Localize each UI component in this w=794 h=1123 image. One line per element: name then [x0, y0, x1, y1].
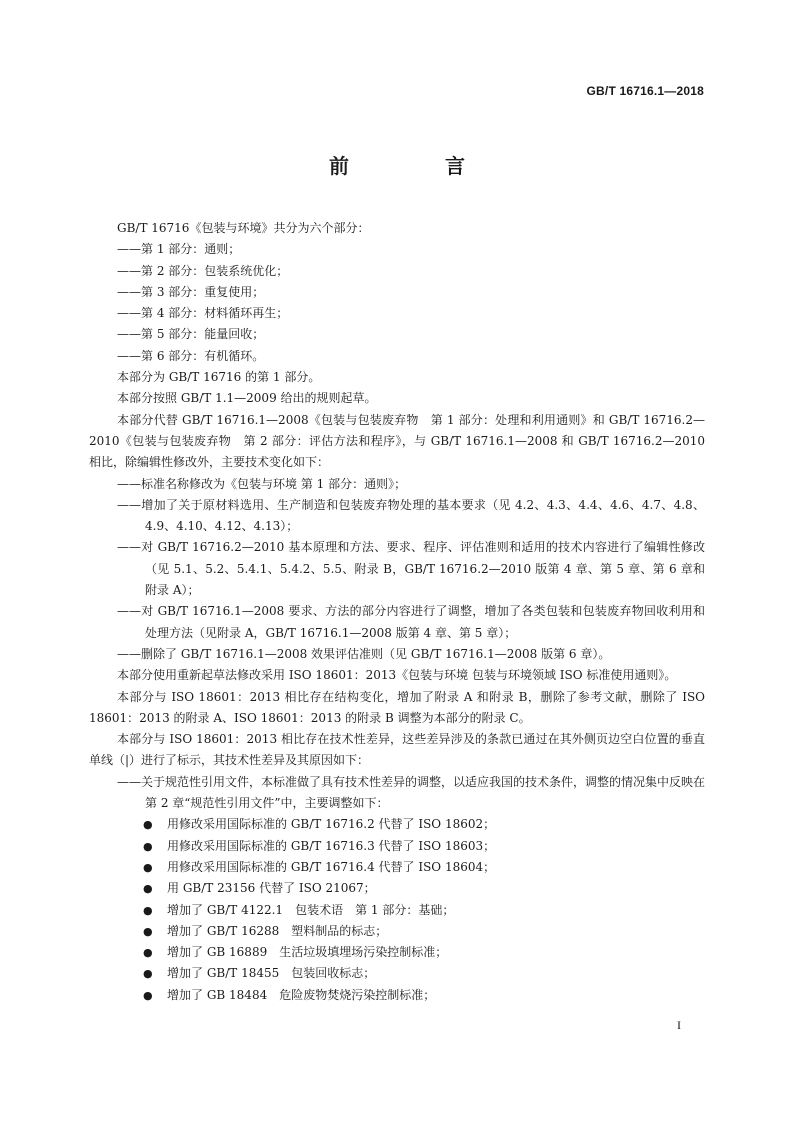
paragraph: ——关于规范性引用文件，本标准做了具有技术性差异的调整，以适应我国的技术条件，调整的情况集中反映在第 2 章“规范性引用文件”中，主要调整如下：	[117, 774, 706, 811]
paragraph: ——第 3 部分：重复使用；	[117, 284, 265, 299]
bullet-icon: ●	[143, 924, 153, 938]
bullet-text: 增加了 GB/T 16288 塑料制品的标志；	[167, 923, 388, 938]
paragraph: ——标准名称修改为《包装与环境 第 1 部分：通则》；	[117, 476, 407, 491]
bullet-icon: ●	[143, 903, 153, 917]
bullet-text: 用修改采用国际标准的 GB/T 16716.4 代替了 ISO 18604；	[167, 859, 496, 874]
bullet-item	[89, 878, 705, 899]
bullet-text: 用 GB/T 23156 代替了 ISO 21067；	[167, 881, 376, 896]
paragraph: ——对 GB/T 16716.1—2008 要求、方法的部分内容进行了调整，增加了各类包装和包装废弃物回收利用和处理方法（见附录 A，GB/T 16716.1—2008 版第 4 章、第 5 章）；	[117, 604, 705, 640]
paragraph: ——对 GB/T 16716.2—2010 基本原理和方法、要求、程序、评估准则和适用的技术内容进行了编辑性修改（见 5.1、5.2、5.4.1、5.4.2、5.5、附录 B，GB/T 16716.2—2010 版第 4 章、第 5 章、第 6 章和附录 A）；	[117, 540, 705, 598]
bullet-item	[89, 985, 705, 1006]
bullet-icon: ●	[143, 860, 153, 874]
bullet-text: 增加了 GB/T 18455 包装回收标志；	[167, 966, 376, 981]
bullet-text: 增加了 GB 18484 危险废物焚烧污染控制标准；	[167, 987, 436, 1002]
paragraph: ——删除了 GB/T 16716.1—2008 效果评估准则（见 GB/T 16716.1—2008 版第 6 章）。	[117, 646, 611, 661]
document-body	[89, 218, 705, 1006]
page-number: I	[677, 1018, 681, 1032]
paragraph: ——第 6 部分：有机循环。	[117, 348, 265, 363]
paragraph: 本部分使用重新起草法修改采用 ISO 18601：2013《包装与环境 包装与环境领域 ISO 标准使用通则》。	[117, 668, 677, 683]
bullet-item	[89, 921, 705, 942]
paragraph: 本部分与 ISO 18601：2013 相比存在结构变化，增加了附录 A 和附录 B，删除了参考文献，删除了 ISO 18601：2013 的附录 A、ISO 18601：2013 的附录 B 调整为本部分的附录 C。	[89, 689, 705, 725]
bullet-item	[89, 963, 705, 984]
paragraph: ——第 2 部分：包装系统优化；	[117, 263, 289, 278]
bullet-text: 用修改采用国际标准的 GB/T 16716.3 代替了 ISO 18603；	[167, 838, 496, 853]
paragraph: GB/T 16716《包装与环境》共分为六个部分：	[117, 221, 370, 235]
bullet-text: 用修改采用国际标准的 GB/T 16716.2 代替了 ISO 18602；	[167, 817, 496, 832]
paragraph: ——第 5 部分：能量回收；	[117, 327, 265, 342]
paragraph: 本部分按照 GB/T 1.1—2009 给出的规则起草。	[117, 391, 377, 406]
bullet-item	[89, 900, 705, 921]
bullet-text: 增加了 GB/T 4122.1 包装术语 第 1 部分：基础；	[167, 902, 455, 917]
bullet-icon: ●	[143, 839, 153, 853]
bullet-icon: ●	[143, 882, 153, 896]
bullet-item	[89, 836, 705, 857]
paragraph: ——第 1 部分：通则；	[117, 242, 241, 257]
bullet-icon: ●	[143, 967, 153, 981]
bullet-item	[89, 857, 705, 878]
paragraph: 本部分与 ISO 18601：2013 相比存在技术性差异，这些差异涉及的条款已通过在其外侧页边空白位置的垂直单线（|）进行了标示，其技术性差异及其原因如下：	[89, 732, 705, 768]
paragraph: 本部分代替 GB/T 16716.1—2008《包装与包装废弃物 第 1 部分：处理和利用通则》和 GB/T 16716.2—2010《包装与包装废弃物 第 2 部分：评估方法和程序》，与 GB/T 16716.1—2008 和 GB/T 16716.2—2010 相比，除编辑性修改外，主要技术变化如下：	[89, 412, 705, 470]
paragraph: ——增加了关于原材料选用、生产制造和包装废弃物处理的基本要求（见 4.2、4.3、4.4、4.6、4.7、4.8、4.9、4.10、4.12、4.13）；	[117, 497, 705, 534]
bullet-icon: ●	[143, 988, 153, 1002]
bullet-icon: ●	[143, 818, 153, 832]
paragraph: ——第 4 部分：材料循环再生；	[117, 306, 289, 321]
bullet-item	[89, 814, 705, 835]
page-title: 前 言	[329, 154, 503, 178]
bullet-icon: ●	[143, 946, 153, 960]
standard-code: GB/T 16716.1—2018	[586, 84, 704, 98]
bullet-item	[89, 942, 705, 963]
paragraph: 本部分为 GB/T 16716 的第 1 部分。	[117, 370, 321, 385]
bullet-text: 增加了 GB 16889 生活垃圾填埋场污染控制标准；	[167, 945, 448, 960]
